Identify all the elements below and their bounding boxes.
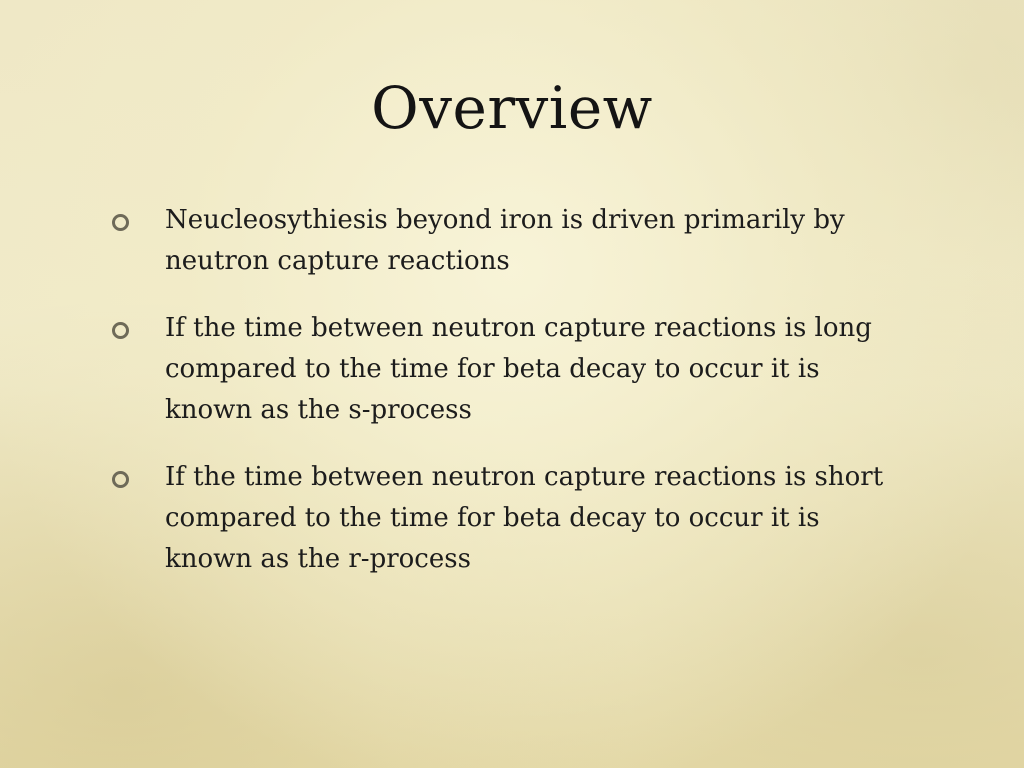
bullet-list [112,200,912,606]
bullet-text: If the time between neutron capture reactions is long compared to the time for beta decay to occur it is known as the s-process [165,313,872,425]
bullet-item [112,308,912,431]
bullet-text: Neucleosythiesis beyond iron is driven primarily by neutron capture reactions [165,205,845,276]
slide-title: Overview [371,74,653,142]
bullet-text: If the time between neutron capture reactions is short compared to the time for beta decay to occur it is known as the r-process [165,462,884,574]
circle-outline-bullet-icon [112,322,129,339]
circle-outline-bullet-icon [112,471,129,488]
circle-outline-bullet-icon [112,214,129,231]
bullet-item [112,200,912,282]
bullet-item [112,457,912,580]
